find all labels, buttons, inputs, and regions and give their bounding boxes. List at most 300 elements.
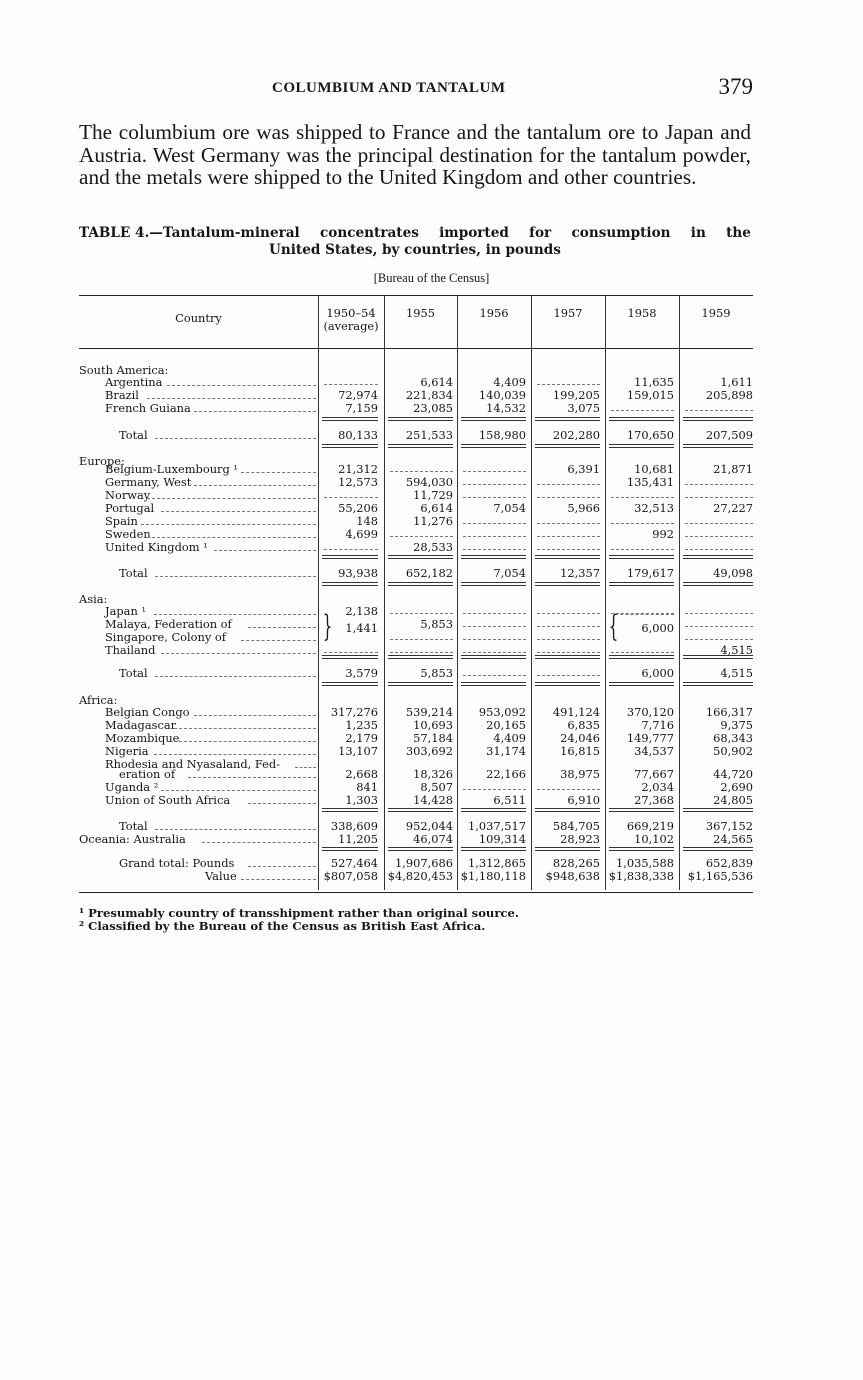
row-label: Total bbox=[119, 819, 148, 833]
total-underline bbox=[322, 444, 378, 448]
empty-cell-dash bbox=[685, 639, 753, 640]
row-leader bbox=[147, 498, 316, 499]
table-cell: 953,092 bbox=[478, 705, 526, 719]
table-cell: 46,074 bbox=[413, 832, 453, 846]
row-leader bbox=[147, 537, 316, 538]
table-cell: 24,046 bbox=[560, 731, 600, 745]
table-cell: 44,720 bbox=[713, 767, 753, 781]
africa-total-line bbox=[461, 808, 526, 812]
intro-paragraph: The columbium ore was shipped to France and the tantalum ore to Japan and Austria. West Germany was the principal destination for the tantalum powder, and the metals were shipped to the United Kingdom and other countries. bbox=[79, 120, 751, 189]
asia-total-line bbox=[535, 655, 600, 659]
table-cell: 1,035,588 bbox=[616, 856, 674, 870]
asia-total-line bbox=[388, 655, 453, 659]
table-cell: 5,966 bbox=[567, 501, 600, 515]
table-caption-word: consumption bbox=[571, 225, 671, 241]
table-cell: 24,805 bbox=[713, 793, 753, 807]
row-label: Norway bbox=[105, 488, 151, 502]
row-leader bbox=[161, 511, 316, 512]
empty-cell-dash bbox=[324, 384, 378, 385]
grand-total-line bbox=[609, 847, 674, 851]
row-label: Portugal bbox=[105, 501, 155, 515]
row-label: Value bbox=[205, 869, 237, 883]
table-cell: 7,716 bbox=[641, 718, 674, 732]
table-cell: 4,699 bbox=[345, 527, 378, 541]
africa-total-line bbox=[322, 808, 378, 812]
footnote-1: ¹ Presumably country of transshipment rather than original source. bbox=[79, 906, 519, 920]
row-leader bbox=[241, 879, 317, 880]
table-cell: 6,614 bbox=[420, 501, 453, 515]
row-label: Nigeria bbox=[105, 744, 149, 758]
table-cell: 21,312 bbox=[338, 462, 378, 476]
table-cell: 5,853 bbox=[420, 617, 453, 631]
empty-cell-dash bbox=[463, 549, 526, 550]
row-leader bbox=[214, 550, 316, 551]
empty-cell-dash bbox=[390, 613, 453, 614]
table-cell: 23,085 bbox=[413, 401, 453, 415]
column-header-year: 1957 bbox=[553, 306, 583, 320]
column-divider bbox=[318, 296, 319, 890]
row-label: Sweden bbox=[105, 527, 151, 541]
table-cell: 12,573 bbox=[338, 475, 378, 489]
table-cell: 14,428 bbox=[413, 793, 453, 807]
empty-cell-dash bbox=[685, 613, 753, 614]
table-cell: 50,902 bbox=[713, 744, 753, 758]
empty-cell-dash bbox=[611, 523, 674, 524]
empty-cell-dash bbox=[324, 497, 378, 498]
table-cell: 13,107 bbox=[338, 744, 378, 758]
table-cell: 6,000 bbox=[641, 621, 674, 635]
row-label: Africa: bbox=[79, 693, 118, 707]
table-cell: 527,464 bbox=[330, 856, 378, 870]
row-label: Germany, West bbox=[105, 475, 192, 489]
column-divider bbox=[531, 296, 532, 890]
table-cell: 952,044 bbox=[405, 819, 453, 833]
row-leader bbox=[141, 524, 317, 525]
row-leader bbox=[147, 398, 316, 399]
table-top-rule bbox=[79, 295, 753, 296]
table-cell: 491,124 bbox=[552, 705, 600, 719]
empty-cell-dash bbox=[463, 523, 526, 524]
empty-cell-dash bbox=[537, 549, 600, 550]
row-label: Argentina bbox=[105, 375, 163, 389]
column-divider bbox=[605, 296, 606, 890]
row-label: Belgium-Luxembourg ¹ bbox=[105, 462, 238, 476]
empty-cell-dash bbox=[537, 484, 600, 485]
row-leader bbox=[174, 728, 316, 729]
row-label: French Guiana bbox=[105, 401, 191, 415]
empty-cell-dash bbox=[685, 626, 753, 627]
table-cell: 158,980 bbox=[478, 428, 526, 442]
table-cell: 5,853 bbox=[420, 666, 453, 680]
row-label: Rhodesia and Nyasaland, Fed- bbox=[105, 757, 281, 771]
europe-total-line bbox=[461, 555, 526, 559]
table-cell: 31,174 bbox=[486, 744, 526, 758]
table-cell: 34,537 bbox=[634, 744, 674, 758]
total-underline bbox=[388, 582, 453, 586]
empty-cell-dash bbox=[463, 675, 526, 676]
empty-cell-dash bbox=[537, 626, 600, 627]
table-cell: 1,037,517 bbox=[468, 819, 526, 833]
row-label: United Kingdom ¹ bbox=[105, 540, 208, 554]
table-cell: 24,565 bbox=[713, 832, 753, 846]
brace-left: { bbox=[608, 609, 619, 644]
running-title: COLUMBIUM AND TANTALUM bbox=[272, 80, 506, 96]
grand-total-line bbox=[322, 847, 378, 851]
table-cell: 539,214 bbox=[405, 705, 453, 719]
empty-cell-dash bbox=[463, 471, 526, 472]
empty-cell-dash bbox=[463, 626, 526, 627]
table-cell: 338,609 bbox=[330, 819, 378, 833]
table-cell: 18,326 bbox=[413, 767, 453, 781]
table-cell: 16,815 bbox=[560, 744, 600, 758]
south-america-total-line bbox=[322, 417, 378, 421]
row-leader bbox=[194, 411, 316, 412]
europe-total-line bbox=[609, 555, 674, 559]
table-cell: 1,303 bbox=[345, 793, 378, 807]
table-cell: 669,219 bbox=[626, 819, 674, 833]
table-cell: 2,138 bbox=[345, 604, 378, 618]
grand-total-line bbox=[388, 847, 453, 851]
total-underline bbox=[461, 444, 526, 448]
table-cell: $1,165,536 bbox=[687, 869, 753, 883]
row-label: Asia: bbox=[79, 592, 108, 606]
empty-cell-dash bbox=[537, 652, 600, 653]
table-cell: 21,871 bbox=[713, 462, 753, 476]
column-header-year: 1958 bbox=[627, 306, 657, 320]
row-label: Oceania: Australia bbox=[79, 832, 186, 846]
row-label: Mozambique bbox=[105, 731, 180, 745]
row-leader bbox=[155, 676, 317, 677]
table-cell: 55,206 bbox=[338, 501, 378, 515]
total-underline bbox=[388, 444, 453, 448]
table-cell: 207,509 bbox=[705, 428, 753, 442]
table-cell: $1,838,338 bbox=[608, 869, 674, 883]
empty-cell-dash bbox=[611, 652, 674, 653]
south-america-total-line bbox=[535, 417, 600, 421]
table-cell: 68,343 bbox=[713, 731, 753, 745]
table-cell: 8,507 bbox=[420, 780, 453, 794]
table-cell: 4,515 bbox=[720, 643, 753, 657]
europe-total-line bbox=[683, 555, 753, 559]
total-underline bbox=[683, 444, 753, 448]
table-cell: 4,409 bbox=[493, 375, 526, 389]
table-caption-line-1 bbox=[79, 225, 751, 242]
table-cell: 6,511 bbox=[493, 793, 526, 807]
table-cell: 11,205 bbox=[338, 832, 378, 846]
table-cell: 6,614 bbox=[420, 375, 453, 389]
row-label: Union of South Africa bbox=[105, 793, 231, 807]
table-caption-label: TABLE 4.—Tantalum-mineral bbox=[79, 225, 300, 241]
south-america-total-line bbox=[609, 417, 674, 421]
empty-cell-dash bbox=[537, 497, 600, 498]
total-underline bbox=[535, 444, 600, 448]
table-cell: 7,054 bbox=[493, 566, 526, 580]
column-divider bbox=[679, 296, 680, 890]
table-cell: 2,034 bbox=[641, 780, 674, 794]
row-label: Brazil bbox=[105, 388, 139, 402]
row-leader bbox=[155, 829, 317, 830]
empty-cell-dash bbox=[685, 497, 753, 498]
empty-cell-dash bbox=[611, 410, 674, 411]
empty-cell-dash bbox=[463, 639, 526, 640]
table-cell: 2,690 bbox=[720, 780, 753, 794]
table-cell: 28,923 bbox=[560, 832, 600, 846]
column-header-country: Country bbox=[175, 311, 222, 325]
row-label: Grand total: Pounds bbox=[119, 856, 235, 870]
table-cell: 109,314 bbox=[478, 832, 526, 846]
row-label: Madagascar bbox=[105, 718, 177, 732]
asia-total-line bbox=[322, 655, 378, 659]
column-header-year: 1955 bbox=[406, 306, 435, 320]
table-caption-word: the bbox=[726, 225, 751, 241]
table-cell: 828,265 bbox=[552, 856, 600, 870]
south-america-total-line bbox=[461, 417, 526, 421]
row-label: Belgian Congo bbox=[105, 705, 190, 719]
column-divider bbox=[457, 296, 458, 890]
table-cell: 20,165 bbox=[486, 718, 526, 732]
table-cell: 135,431 bbox=[626, 475, 674, 489]
table-cell: 303,692 bbox=[405, 744, 453, 758]
table-cell: 199,205 bbox=[552, 388, 600, 402]
asia-total-rule-below bbox=[388, 682, 453, 686]
empty-cell-dash bbox=[390, 471, 453, 472]
table-cell: 12,357 bbox=[560, 566, 600, 580]
south-america-total-line bbox=[388, 417, 453, 421]
empty-cell-dash bbox=[463, 789, 526, 790]
empty-cell-dash bbox=[537, 384, 600, 385]
table-cell: $948,638 bbox=[545, 869, 600, 883]
total-underline bbox=[535, 582, 600, 586]
table-cell: 77,667 bbox=[634, 767, 674, 781]
table-cell: 370,120 bbox=[626, 705, 674, 719]
row-leader bbox=[241, 640, 316, 641]
table-cell: $4,820,453 bbox=[387, 869, 453, 883]
column-header-year: 1959 bbox=[701, 306, 731, 320]
table-caption-word: in bbox=[690, 225, 706, 241]
row-leader bbox=[154, 614, 316, 615]
table-cell: 2,668 bbox=[345, 767, 378, 781]
grand-total-line bbox=[535, 847, 600, 851]
empty-cell-dash bbox=[685, 536, 753, 537]
table-cell: 205,898 bbox=[705, 388, 753, 402]
europe-total-line bbox=[535, 555, 600, 559]
table-cell: 11,635 bbox=[634, 375, 674, 389]
empty-cell-dash bbox=[463, 484, 526, 485]
table-cell: 10,681 bbox=[634, 462, 674, 476]
row-label: eration of bbox=[119, 767, 176, 781]
table-cell: 202,280 bbox=[552, 428, 600, 442]
row-leader bbox=[155, 576, 317, 577]
row-label: Japan ¹ bbox=[105, 604, 146, 618]
table-cell: 6,000 bbox=[641, 666, 674, 680]
table-cell: 1,235 bbox=[345, 718, 378, 732]
empty-cell-dash bbox=[537, 523, 600, 524]
table-cell: 38,975 bbox=[560, 767, 600, 781]
table-caption-word: imported bbox=[439, 225, 509, 241]
total-underline bbox=[322, 582, 378, 586]
empty-cell-dash bbox=[685, 549, 753, 550]
asia-total-rule-below bbox=[535, 682, 600, 686]
row-label: South America: bbox=[79, 363, 169, 377]
table-cell: 221,834 bbox=[405, 388, 453, 402]
table-cell: 4,515 bbox=[720, 666, 753, 680]
table-cell: 22,166 bbox=[486, 767, 526, 781]
table-cell: 72,974 bbox=[338, 388, 378, 402]
column-divider bbox=[384, 296, 385, 890]
table-cell: 4,409 bbox=[493, 731, 526, 745]
empty-cell-dash bbox=[611, 497, 674, 498]
table-cell: 93,938 bbox=[338, 566, 378, 580]
asia-total-rule-below bbox=[683, 682, 753, 686]
row-leader bbox=[248, 627, 316, 628]
running-head bbox=[0, 74, 863, 102]
table-caption-word: concentrates bbox=[320, 225, 419, 241]
row-leader bbox=[174, 741, 316, 742]
table-cell: 14,532 bbox=[486, 401, 526, 415]
table-cell: 3,075 bbox=[567, 401, 600, 415]
empty-cell-dash bbox=[324, 549, 378, 550]
total-underline bbox=[609, 582, 674, 586]
table-caption-word: for bbox=[529, 225, 552, 241]
table-cell: 49,098 bbox=[713, 566, 753, 580]
total-underline bbox=[683, 582, 753, 586]
column-header-year: 1956 bbox=[479, 306, 509, 320]
table-cell: 10,693 bbox=[413, 718, 453, 732]
table-cell: 9,375 bbox=[720, 718, 753, 732]
table-cell: 27,368 bbox=[634, 793, 674, 807]
table-cell: 28,533 bbox=[413, 540, 453, 554]
table-cell: 10,102 bbox=[634, 832, 674, 846]
table-cell: 6,391 bbox=[567, 462, 600, 476]
table-cell: 1,611 bbox=[720, 375, 753, 389]
table-cell: 140,039 bbox=[478, 388, 526, 402]
row-leader bbox=[161, 653, 316, 654]
table-cell: 3,579 bbox=[345, 666, 378, 680]
empty-cell-dash bbox=[685, 484, 753, 485]
row-label: Total bbox=[119, 428, 148, 442]
table-cell: 251,533 bbox=[405, 428, 453, 442]
asia-total-line bbox=[609, 655, 674, 659]
table-cell: 166,317 bbox=[705, 705, 753, 719]
row-label: Europe: bbox=[79, 454, 125, 468]
table-cell: 594,030 bbox=[405, 475, 453, 489]
empty-cell-dash bbox=[390, 536, 453, 537]
europe-total-line bbox=[388, 555, 453, 559]
import-table bbox=[79, 295, 753, 895]
table-cell: 159,015 bbox=[626, 388, 674, 402]
row-leader bbox=[295, 767, 316, 768]
table-cell: 841 bbox=[356, 780, 378, 794]
table-cell: 367,152 bbox=[705, 819, 753, 833]
table-cell: 148 bbox=[356, 514, 378, 528]
asia-total-rule-below bbox=[609, 682, 674, 686]
empty-cell-dash bbox=[324, 652, 378, 653]
table-cell: 32,513 bbox=[634, 501, 674, 515]
table-cell: 170,650 bbox=[626, 428, 674, 442]
empty-cell-dash bbox=[685, 523, 753, 524]
grand-total-line bbox=[683, 847, 753, 851]
row-label: Uganda ² bbox=[105, 780, 159, 794]
table-cell: 80,133 bbox=[338, 428, 378, 442]
row-leader bbox=[241, 472, 316, 473]
empty-cell-dash bbox=[463, 536, 526, 537]
empty-cell-dash bbox=[463, 613, 526, 614]
row-label: Malaya, Federation of bbox=[105, 617, 232, 631]
row-leader bbox=[154, 754, 316, 755]
asia-total-rule-below bbox=[461, 682, 526, 686]
africa-total-line bbox=[683, 808, 753, 812]
table-cell: 317,276 bbox=[330, 705, 378, 719]
page-number: 379 bbox=[718, 74, 753, 99]
row-leader bbox=[188, 777, 316, 778]
table-cell: 11,276 bbox=[413, 514, 453, 528]
empty-cell-dash bbox=[685, 410, 753, 411]
brace-right: } bbox=[322, 609, 333, 644]
row-label: Singapore, Colony of bbox=[105, 630, 226, 644]
column-header-year: 1950–54 (average) bbox=[323, 306, 379, 333]
row-leader bbox=[194, 485, 316, 486]
table-source-note: [Bureau of the Census] bbox=[373, 271, 490, 285]
asia-total-line bbox=[461, 655, 526, 659]
table-cell: 149,777 bbox=[626, 731, 674, 745]
empty-cell-dash bbox=[537, 675, 600, 676]
row-leader bbox=[167, 385, 316, 386]
row-label: Spain bbox=[105, 514, 138, 528]
row-leader bbox=[202, 842, 316, 843]
table-cell: 7,159 bbox=[345, 401, 378, 415]
table-cell: 584,705 bbox=[552, 819, 600, 833]
empty-cell-dash bbox=[463, 652, 526, 653]
table-cell: 652,182 bbox=[405, 566, 453, 580]
total-underline bbox=[609, 444, 674, 448]
row-leader bbox=[155, 438, 317, 439]
africa-total-line bbox=[609, 808, 674, 812]
footnote-2: ² Classified by the Bureau of the Census as British East Africa. bbox=[79, 919, 486, 933]
table-cell: 179,617 bbox=[626, 566, 674, 580]
table-cell: 27,227 bbox=[713, 501, 753, 515]
row-leader bbox=[194, 715, 316, 716]
table-cell: 57,184 bbox=[413, 731, 453, 745]
table-caption-line-2: United States, by countries, in pounds bbox=[269, 242, 561, 258]
table-cell: 6,910 bbox=[567, 793, 600, 807]
row-leader bbox=[248, 866, 316, 867]
africa-total-line bbox=[388, 808, 453, 812]
table-cell: 652,839 bbox=[705, 856, 753, 870]
asia-total-line bbox=[683, 655, 753, 659]
row-leader bbox=[248, 803, 316, 804]
row-label: Thailand bbox=[105, 643, 156, 657]
table-cell: 2,179 bbox=[345, 731, 378, 745]
empty-cell-dash bbox=[537, 789, 600, 790]
table-cell: 992 bbox=[652, 527, 674, 541]
empty-cell-dash bbox=[463, 497, 526, 498]
table-cell: 6,835 bbox=[567, 718, 600, 732]
row-label: Total bbox=[119, 666, 148, 680]
empty-cell-dash bbox=[390, 652, 453, 653]
table-cell: 11,729 bbox=[413, 488, 453, 502]
empty-cell-dash bbox=[537, 639, 600, 640]
table-header-rule bbox=[79, 348, 753, 349]
africa-total-line bbox=[535, 808, 600, 812]
table-cell: 1,312,865 bbox=[468, 856, 526, 870]
grand-total-line bbox=[461, 847, 526, 851]
empty-cell-dash bbox=[390, 639, 453, 640]
asia-total-rule-below bbox=[322, 682, 378, 686]
table-cell: 7,054 bbox=[493, 501, 526, 515]
south-america-total-line bbox=[683, 417, 753, 421]
table-cell: $807,058 bbox=[323, 869, 378, 883]
empty-cell-dash bbox=[615, 614, 674, 615]
